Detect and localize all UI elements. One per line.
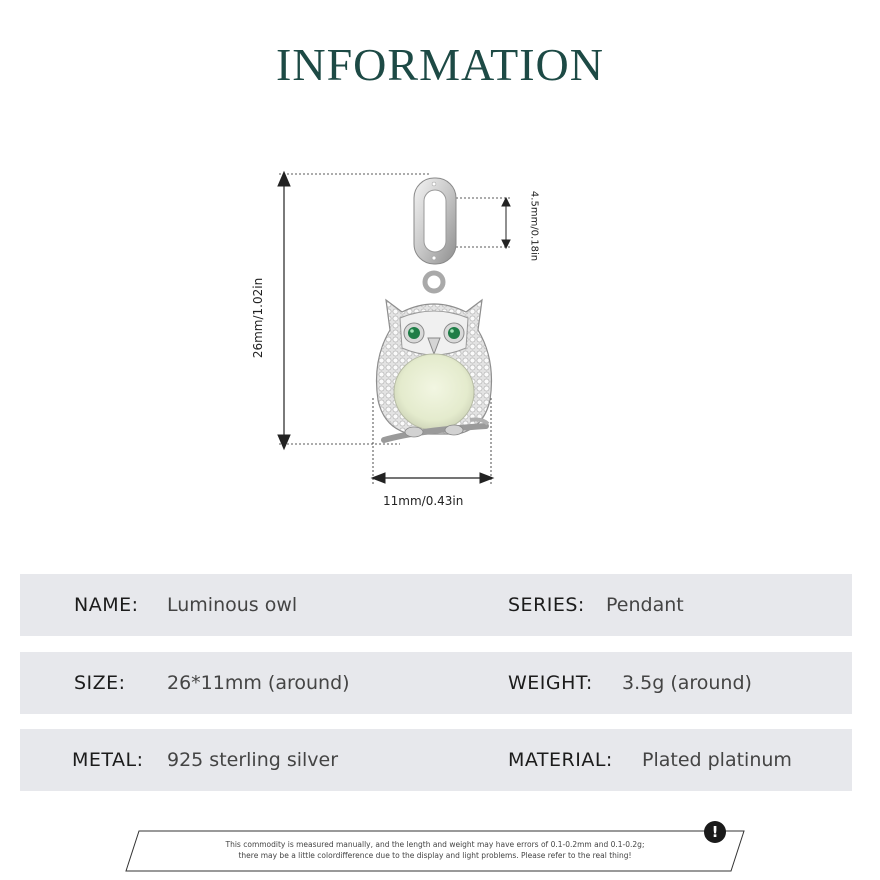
measurement-notice bbox=[125, 830, 745, 872]
name-value: Luminous owl bbox=[167, 594, 298, 616]
size-key: SIZE: bbox=[74, 672, 126, 694]
page-title: INFORMATION bbox=[276, 39, 604, 90]
notice-text bbox=[155, 839, 715, 861]
metal-key: METAL: bbox=[72, 749, 144, 771]
name-key: NAME: bbox=[74, 594, 139, 616]
notice-line-2: there may be a little colordifference due to the display and light problems. Please refer to the real thing! bbox=[238, 851, 632, 860]
material-value: Plated platinum bbox=[642, 749, 792, 771]
weight-value: 3.5g (around) bbox=[622, 672, 752, 694]
spec-row-name bbox=[20, 574, 852, 636]
height-dimension-label: 26mm/1.02in bbox=[251, 277, 265, 359]
series-value: Pendant bbox=[606, 594, 684, 616]
weight-key: WEIGHT: bbox=[508, 672, 593, 694]
right-eye-gem bbox=[448, 327, 460, 339]
width-dimension-label: 11mm/0.43in bbox=[383, 494, 464, 508]
material-key: MATERIAL: bbox=[508, 749, 613, 771]
notice-line-1: This commodity is measured manually, and the length and weight may have errors of 0.1-0.2mm and 0.1-0.2g; bbox=[225, 840, 645, 849]
series-key: SERIES: bbox=[508, 594, 585, 616]
luminous-belly bbox=[394, 354, 474, 430]
spec-row-metal bbox=[20, 729, 852, 791]
left-eye-gem bbox=[408, 327, 420, 339]
bail-dimension-label: 4.5mm/0.18in bbox=[528, 190, 540, 262]
bail-ring bbox=[414, 178, 456, 264]
exclamation-icon: ! bbox=[704, 821, 726, 843]
owl-charm bbox=[377, 300, 492, 440]
size-value: 26*11mm (around) bbox=[167, 672, 350, 694]
jump-ring bbox=[425, 273, 443, 291]
metal-value: 925 sterling silver bbox=[167, 749, 339, 771]
spec-row-size bbox=[20, 652, 852, 714]
